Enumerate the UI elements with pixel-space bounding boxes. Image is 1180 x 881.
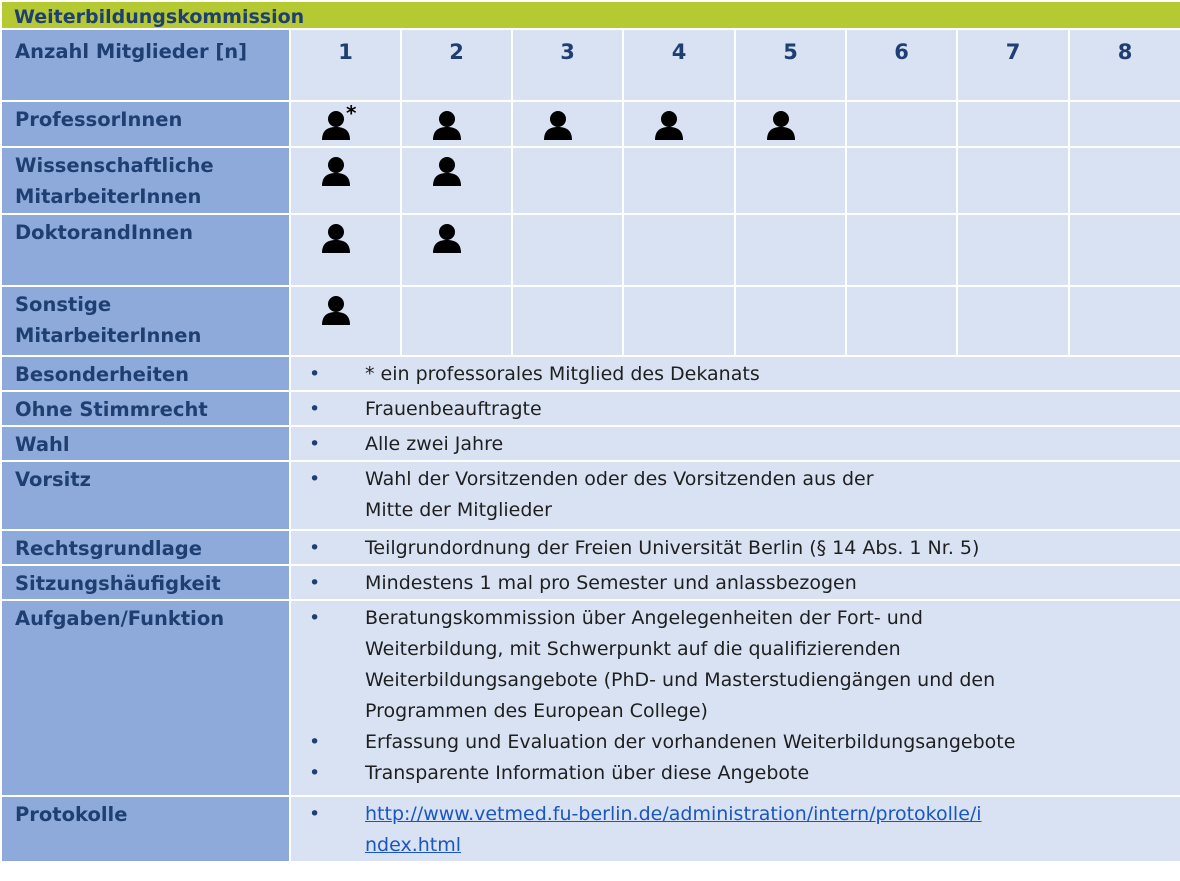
member-cell <box>623 147 735 214</box>
bullet-text: Teilgrundordnung der Freien Universität Berlin (§ 14 Abs. 1 Nr. 5) <box>365 537 980 559</box>
protokolle-link[interactable]: http://www.vetmed.fu-berlin.de/administration/intern/protokolle/index.html <box>365 803 982 856</box>
bullet-item <box>291 568 1180 599</box>
bullet-item <box>291 394 1180 425</box>
member-cell <box>401 286 512 356</box>
member-cell <box>290 214 401 286</box>
person-icon <box>319 293 353 327</box>
person-icon <box>541 108 575 142</box>
bullet-icon: • <box>309 731 321 753</box>
member-cell <box>957 101 1069 147</box>
member-cell <box>846 101 957 147</box>
member-cell <box>846 214 957 286</box>
row-value <box>290 426 1180 461</box>
bullet-item <box>291 429 1180 460</box>
person-icon <box>430 108 464 142</box>
bullet-item <box>291 799 1180 861</box>
person-icon <box>319 221 353 255</box>
bullet-text: Transparente Information über diese Angebote <box>365 762 810 784</box>
person-icon <box>764 108 798 142</box>
bullet-item <box>291 359 1180 390</box>
column-header: 8 <box>1069 29 1180 101</box>
member-cell <box>512 214 623 286</box>
bullet-text: Erfassung und Evaluation der vorhandenen Weiterbildungsangebote <box>365 731 1016 753</box>
bullet-item <box>291 603 1180 727</box>
bullet-icon: • <box>309 537 321 559</box>
info-row-wahl <box>1 426 1180 461</box>
member-cell <box>290 147 401 214</box>
row-label: Wahl <box>1 426 290 461</box>
member-row-wiss-mitarbeiter <box>1 147 1180 214</box>
member-cell <box>735 214 846 286</box>
bullet-icon: • <box>309 363 321 385</box>
bullet-text: * ein professorales Mitglied des Dekanats <box>365 363 760 385</box>
bullet-icon: • <box>309 572 321 594</box>
row-value <box>290 530 1180 565</box>
row-value <box>290 600 1180 796</box>
row-value <box>290 461 1180 530</box>
row-label: Sitzungshäufigkeit <box>1 565 290 600</box>
bullet-icon: • <box>309 803 321 825</box>
member-cell <box>290 286 401 356</box>
member-cell <box>735 101 846 147</box>
bullet-icon: • <box>309 607 321 629</box>
column-header: 4 <box>623 29 735 101</box>
column-header: 6 <box>846 29 957 101</box>
row-value <box>290 565 1180 600</box>
person-icon <box>652 108 686 142</box>
bullet-icon: • <box>309 468 321 490</box>
member-cell <box>846 147 957 214</box>
member-cell <box>735 147 846 214</box>
member-cell <box>512 147 623 214</box>
person-icon <box>319 154 353 188</box>
bullet-icon: • <box>309 762 321 784</box>
info-row-vorsitz <box>1 461 1180 530</box>
member-cell <box>957 286 1069 356</box>
member-cell <box>1069 214 1180 286</box>
row-label: Protokolle <box>1 796 290 862</box>
row-label: ProfessorInnen <box>1 101 290 147</box>
member-cell <box>1069 286 1180 356</box>
header-label: Anzahl Mitglieder [n] <box>1 29 290 101</box>
member-cell <box>735 286 846 356</box>
person-icon <box>319 101 357 142</box>
footnote-marker: * <box>346 101 357 125</box>
row-value <box>290 391 1180 426</box>
member-cell <box>401 147 512 214</box>
bullet-text: Wahl der Vorsitzenden oder des Vorsitzenden aus der Mitte der Mitglieder <box>365 468 874 521</box>
bullet-item <box>291 533 1180 564</box>
person-icon <box>430 154 464 188</box>
member-cell <box>846 286 957 356</box>
column-header: 5 <box>735 29 846 101</box>
row-value <box>290 796 1180 862</box>
row-label: Ohne Stimmrecht <box>1 391 290 426</box>
bullet-icon: • <box>309 398 321 420</box>
header-row <box>1 29 1180 101</box>
row-label: Rechtsgrundlage <box>1 530 290 565</box>
row-label: Besonderheiten <box>1 356 290 391</box>
bullet-text: Frauenbeauftragte <box>365 398 542 420</box>
member-cell <box>623 101 735 147</box>
member-cell <box>401 101 512 147</box>
column-header: 1 <box>290 29 401 101</box>
info-row-rechtsgrundlage <box>1 530 1180 565</box>
info-row-protokolle <box>1 796 1180 862</box>
member-cell <box>512 101 623 147</box>
bullet-text: Beratungskommission über Angelegenheiten der Fort- und Weiterbildung, mit Schwerpunkt auf die qualifizierenden Weiterbildungsangebote (PhD- und Masterstudiengängen und den Programmen des European College) <box>365 607 996 722</box>
row-label: DoktorandInnen <box>1 214 290 286</box>
member-row-doktoranden <box>1 214 1180 286</box>
row-label: Wissenschaftliche MitarbeiterInnen <box>1 147 290 214</box>
member-row-professoren <box>1 101 1180 147</box>
info-row-besonderheiten <box>1 356 1180 391</box>
member-cell <box>623 214 735 286</box>
table-title: Weiterbildungskommission <box>1 1 1180 29</box>
column-header: 7 <box>957 29 1069 101</box>
member-row-sonstige <box>1 286 1180 356</box>
info-row-sitzungshaeufigkeit <box>1 565 1180 600</box>
info-row-stimmrecht <box>1 391 1180 426</box>
info-row-aufgaben <box>1 600 1180 796</box>
member-cell <box>957 214 1069 286</box>
bullet-item <box>291 758 1180 789</box>
bullet-item <box>291 727 1180 758</box>
bullet-text: Alle zwei Jahre <box>365 433 504 455</box>
member-cell <box>1069 147 1180 214</box>
row-label: Vorsitz <box>1 461 290 530</box>
column-header: 3 <box>512 29 623 101</box>
bullet-text: Mindestens 1 mal pro Semester und anlassbezogen <box>365 572 857 594</box>
bullet-item <box>291 464 1180 526</box>
row-label: Aufgaben/Funktion <box>1 600 290 796</box>
column-header: 2 <box>401 29 512 101</box>
member-cell <box>512 286 623 356</box>
member-cell <box>957 147 1069 214</box>
person-icon <box>430 221 464 255</box>
row-value <box>290 356 1180 391</box>
bullet-icon: • <box>309 433 321 455</box>
member-cell <box>1069 101 1180 147</box>
member-cell <box>401 214 512 286</box>
member-cell <box>623 286 735 356</box>
member-cell <box>290 101 401 147</box>
row-label: Sonstige MitarbeiterInnen <box>1 286 290 356</box>
